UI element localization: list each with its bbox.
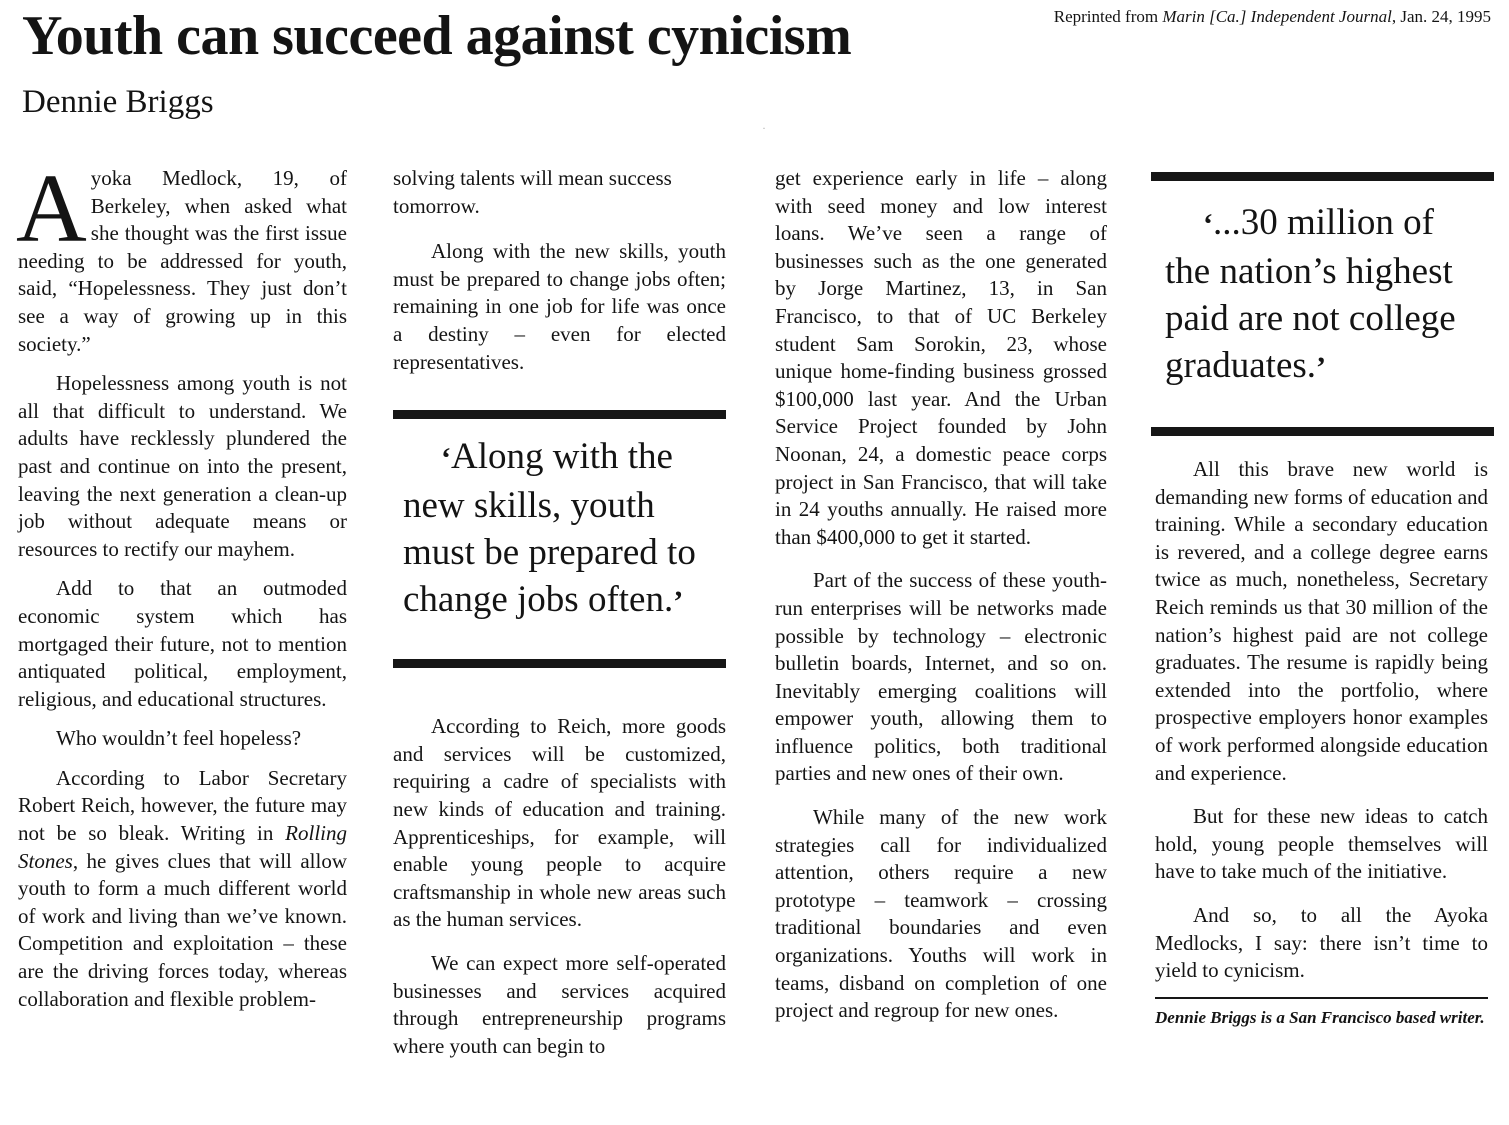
paragraph: We can expect more self-operated businesses and services acquired through entrepreneurship programs where youth can begin to — [393, 950, 726, 1058]
pullquote-rule-bottom — [1151, 427, 1494, 436]
paragraph: Who wouldn’t feel hopeless? — [56, 726, 302, 751]
paragraph: While many of the new work strategies call for individualized attention, others require a new prototype – teamwork – crossing traditional boundaries and even organizations. Youths will work in teams, disband on completion of one project and regroup for new ones. — [775, 805, 1107, 1023]
paragraph: But for these new ideas to catch hold, young people themselves will have to take much of the initiative. — [1155, 804, 1488, 884]
pullquote-rule-top — [393, 410, 726, 419]
open-quote: ‘ — [441, 442, 451, 476]
paragraph — [18, 765, 347, 1013]
lead-text: yoka Medlock, 19, of Berkeley, when asked what she thought was the first issue needing to be addressed for youth, said, “Hopelessness. They just don’t see a way of growing up in this society.” — [18, 166, 347, 356]
column-1 — [16, 155, 347, 1025]
headline: Youth can succeed against cynicism — [22, 5, 852, 67]
pull-quote-text: Along with the new skills, youth must be prepared to change jobs often. — [403, 436, 696, 621]
paragraph: solving talents will mean success tomorrow. — [393, 166, 672, 218]
credit-prefix: Reprinted from — [1053, 7, 1163, 26]
close-quote: ’ — [673, 585, 684, 619]
column-4 — [1155, 165, 1488, 1029]
paragraph: All this brave new world is demanding new forms of education and training. While a secondary education is revered, and a college degree earns twice as much, nonetheless, Secretary Reich reminds us that 30 million of the nation’s highest paid are not college graduates. The resume is rapidly being extended into the portfolio, where prospective employers honor examples of work performed alongside education and experience. — [1155, 457, 1488, 785]
author-bio: Dennie Briggs is a San Francisco based writer. — [1155, 1007, 1485, 1027]
paragraph: Add to that an outmoded economic system which has mortgaged their future, not to mention antiquated political, employment, religious, and educational structures. — [18, 576, 347, 711]
text: , he gives clues that will allow youth to form a much different world of work and living than we’ve known. Competition and exploitation – these are the driving forces today, whereas collaboration and flexible problem- — [18, 848, 347, 1011]
magazine-title: Rolling Stones — [18, 821, 347, 873]
bio-rule — [1155, 997, 1488, 999]
pullquote-rule-bottom — [393, 659, 726, 668]
lead-paragraph — [16, 155, 347, 358]
drop-cap: A — [16, 155, 87, 263]
text: According to Labor Secretary Robert Reich, however, the future may not be so bleak. Writing in — [18, 765, 347, 846]
pull-quote — [1165, 199, 1488, 391]
pull-quote-text: ...30 million of the nation’s highest paid are not college graduates. — [1165, 202, 1456, 386]
column-3 — [775, 165, 1107, 1037]
paragraph: Along with the new skills, youth must be prepared to change jobs often; remaining in one job for life was once a destiny – even for elected representatives. — [393, 239, 726, 374]
close-quote: ’ — [1316, 351, 1327, 384]
credit-source: Marin [Ca.] Independent Journal — [1162, 7, 1392, 26]
column-2 — [393, 165, 726, 1072]
byline: Dennie Briggs — [22, 84, 214, 120]
credit-date: , Jan. 24, 1995 — [1391, 7, 1491, 26]
pull-quote — [403, 433, 726, 625]
paragraph: Hopelessness among youth is not all that difficult to understand. We adults have recklessly plundered the past and continue on into the present, leaving the next generation a clean-up job without adequate means or resources to rectify our mayhem. — [18, 371, 347, 561]
print-smudge: · — [762, 121, 766, 135]
paragraph: get experience early in life – along with seed money and low interest loans. We’ve seen a range of businesses such as the one generated by Jorge Martinez, 13, in San Francisco, to that of UC Berkeley student Sam Sorokin, 23, whose unique home-finding business grossed $100,000 last year. And the Urban Service Project founded by John Noonan, 24, a domestic peace corps project in San Francisco, that will take in 24 youths annually. He raised more than $400,000 to get it started. — [775, 166, 1107, 549]
reprint-credit — [1054, 7, 1491, 27]
pullquote-rule-top — [1151, 172, 1494, 181]
paragraph: According to Reich, more goods and services will be customized, requiring a cadre of specialists with new kinds of education and training. Apprenticeships, for example, will enable young people to acquire craftsmanship in whole new areas such as the human services. — [393, 714, 726, 932]
open-quote: ‘ — [1203, 208, 1213, 241]
paragraph: And so, to all the Ayoka Medlocks, I say: there isn’t time to yield to cynicism. — [1155, 902, 1488, 983]
paragraph: Part of the success of these youth-run enterprises will be networks made possible by technology – electronic bulletin boards, Internet, and so on. Inevitably emerging coalitions will empower youth, allowing them to influence politics, both traditional parties and new ones of their own. — [775, 568, 1107, 786]
